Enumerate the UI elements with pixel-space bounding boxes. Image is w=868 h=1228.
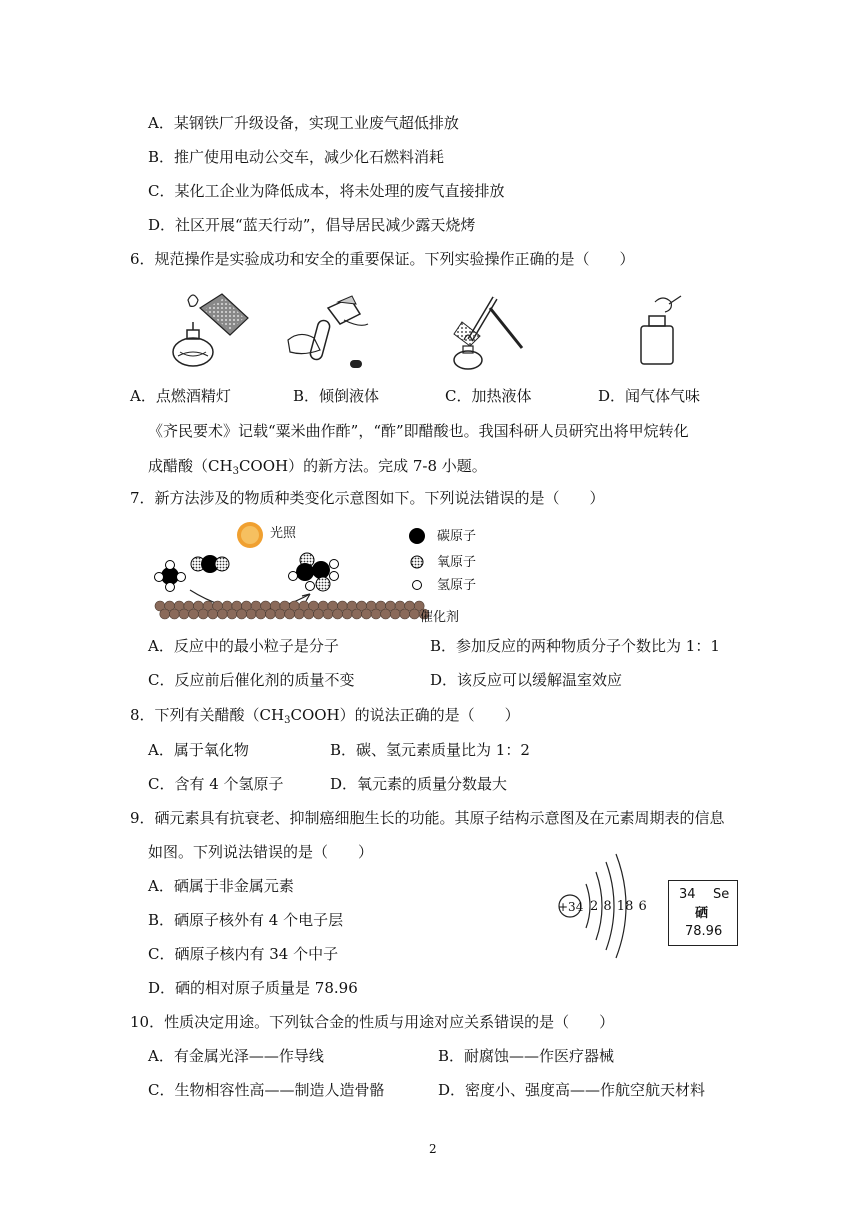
catalyst-particle <box>313 609 323 619</box>
catalyst-particle <box>294 609 304 619</box>
catalyst-particle <box>189 609 199 619</box>
passage-line-1: 《齐民要术》记载“粟米曲作酢”，“酢”即醋酸也。我国科研人员研究出将甲烷转化 <box>148 422 689 440</box>
nucleus-charge: +34 <box>558 900 584 914</box>
acetic-acid-molecule <box>289 553 339 591</box>
catalyst-layer <box>155 601 429 619</box>
catalyst-particle <box>246 609 256 619</box>
catalyst-particle <box>198 609 208 619</box>
q10-option-d: D．密度小、强度高——作航空航天材料 <box>438 1081 706 1099</box>
catalyst-particle <box>160 609 170 619</box>
q10-option-b: B．耐腐蚀——作医疗器械 <box>438 1047 615 1065</box>
atomic-mass: 78.96 <box>685 924 723 939</box>
q6-option-d: D．闻气体气味 <box>598 387 701 405</box>
q7-option-a: A．反应中的最小粒子是分子 <box>148 637 339 655</box>
q7-option-c: C．反应前后催化剂的质量不变 <box>148 671 355 689</box>
page-number: 2 <box>429 1142 437 1156</box>
q10-option-a: A．有金属光泽——作导线 <box>148 1047 324 1065</box>
q9-option-d: D．硒的相对原子质量是 78.96 <box>148 979 358 997</box>
catalyst-particle <box>390 609 400 619</box>
catalyst-particle <box>381 609 391 619</box>
legend-oxygen-label: 氧原子 <box>437 555 477 570</box>
legend-hydrogen-label: 氢原子 <box>437 578 477 593</box>
element-name: 硒 <box>695 906 709 921</box>
q9-option-c: C．硒原子核内有 34 个中子 <box>148 945 339 963</box>
catalyst-particle <box>208 609 218 619</box>
q5-option-c: C．某化工企业为降低成本，将未处理的废气直接排放 <box>148 182 505 200</box>
catalyst-particle <box>217 609 227 619</box>
q8-option-d: D．氧元素的质量分数最大 <box>330 775 508 793</box>
catalyst-particle <box>352 609 362 619</box>
q5-option-b: B．推广使用电动公交车，减少化石燃料消耗 <box>148 148 445 166</box>
catalyst-particle <box>227 609 237 619</box>
catalyst-particle <box>275 609 285 619</box>
q8-option-c: C．含有 4 个氢原子 <box>148 775 284 793</box>
q8-option-a: A．属于氧化物 <box>148 741 249 759</box>
catalyst-particle <box>409 609 419 619</box>
heating-liquid-image <box>440 290 540 375</box>
catalyst-particle <box>361 609 371 619</box>
smelling-gas-image <box>625 290 695 375</box>
q9-option-b: B．硒原子核外有 4 个电子层 <box>148 911 344 929</box>
pouring-liquid-image <box>280 290 375 375</box>
catalyst-particle <box>285 609 295 619</box>
methane-molecule <box>155 561 186 592</box>
catalyst-particle <box>323 609 333 619</box>
q9-option-a: A．硒属于非金属元素 <box>148 877 294 895</box>
catalyst-particle <box>342 609 352 619</box>
q10-option-c: C．生物相容性高——制造人造骨骼 <box>148 1081 385 1099</box>
atomic-number: 34 <box>679 887 696 902</box>
catalyst-particle <box>371 609 381 619</box>
catalyst-particle <box>265 609 275 619</box>
q9-stem-line-2: 如图。下列说法错误的是（ ） <box>148 843 374 861</box>
q6-option-b: B．倾倒液体 <box>293 387 380 405</box>
q5-option-d: D．社区开展“蓝天行动”，倡导居民减少露天烧烤 <box>148 216 476 234</box>
q6-option-a: A．点燃酒精灯 <box>130 387 231 405</box>
catalyst-particle <box>333 609 343 619</box>
light-label: 光照 <box>270 526 297 541</box>
catalyst-particle <box>256 609 266 619</box>
catalyst-particle <box>179 609 189 619</box>
catalyst-particle <box>169 609 179 619</box>
q6-stem: 6．规范操作是实验成功和安全的重要保证。下列实验操作正确的是（ ） <box>130 250 635 268</box>
q7-option-d: D．该反应可以缓解温室效应 <box>430 671 623 689</box>
q8-option-b: B．碳、氢元素质量比为 1：2 <box>330 741 530 759</box>
q8-stem: 8．下列有关醋酸$(CH_3COOH)$的说法正确的是（ ） <box>130 706 520 726</box>
q10-stem: 10．性质决定用途。下列钛合金的性质与用途对应关系错误的是（ ） <box>130 1013 615 1031</box>
catalyst-particle <box>400 609 410 619</box>
q6-option-c: C．加热液体 <box>445 387 532 405</box>
catalyst-particle <box>304 609 314 619</box>
periodic-table-cell <box>668 880 738 946</box>
legend-carbon-label: 碳原子 <box>437 529 477 544</box>
q7-option-b: B．参加反应的两种物质分子个数比为 1：1 <box>430 637 720 655</box>
carbon-dioxide-molecule <box>191 555 229 573</box>
catalyst-label: 催化剂 <box>420 610 460 625</box>
passage-line-2: 成醋酸$(CH_3COOH)$的新方法。完成 7-8 小题。 <box>148 457 487 477</box>
electron-shells: 2 8 18 6 <box>590 899 647 914</box>
element-symbol: Se <box>713 887 730 902</box>
q5-option-a: A．某钢铁厂升级设备，实现工业废气超低排放 <box>148 114 459 132</box>
q7-stem: 7．新方法涉及的物质种类变化示意图如下。下列说法错误的是（ ） <box>130 489 605 507</box>
q9-stem-line-1: 9．硒元素具有抗衰老、抑制癌细胞生长的功能。其原子结构示意图及在元素周期表的信息 <box>130 809 725 827</box>
catalyst-particle <box>237 609 247 619</box>
lighting-alcohol-lamp-image <box>160 290 255 375</box>
